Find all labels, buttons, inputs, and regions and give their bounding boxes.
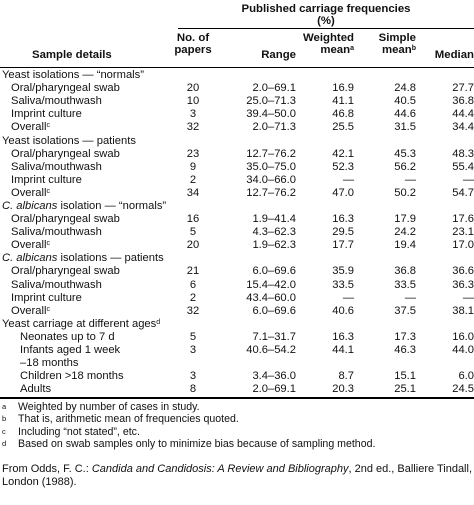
- median-cell: 16.0: [452, 330, 474, 343]
- range-cell: [214, 357, 296, 370]
- table-row: [0, 305, 474, 318]
- section-row: [0, 318, 474, 331]
- weighted-mean-cell: —: [342, 291, 354, 304]
- sample-label: –18 months: [20, 357, 79, 370]
- median-cell: 55.4: [452, 160, 474, 173]
- median-cell: —: [462, 291, 474, 304]
- sample-label: Neonates up to 7 d: [20, 330, 115, 343]
- weighted-mean-cell: 16.3: [332, 213, 354, 226]
- simple-mean-cell: 45.3: [394, 147, 416, 160]
- sample-label: Yeast isolations — “normals”: [2, 69, 144, 82]
- range-cell: 1.9–41.4: [252, 213, 296, 226]
- table-body: [0, 69, 474, 396]
- papers-cell: [172, 200, 214, 213]
- table-row: [0, 108, 474, 121]
- footnote: d Based on swab samples only to minimize bias because of sampling method.: [2, 437, 376, 450]
- footnote: c Including “not stated”, etc.: [2, 425, 140, 438]
- papers-cell: 3: [189, 344, 197, 357]
- median-cell: 48.3: [452, 147, 474, 160]
- table-row: [0, 226, 474, 239]
- table-row: [0, 370, 474, 383]
- median-cell: 17.6: [452, 213, 474, 226]
- weighted-mean-cell: 20.3: [332, 383, 354, 396]
- weighted-mean-cell: [296, 357, 354, 370]
- header-sample-details: Sample details: [32, 49, 112, 61]
- range-cell: [214, 134, 296, 147]
- weighted-mean-cell: 41.1: [332, 95, 354, 108]
- table-row: [0, 265, 474, 278]
- range-cell: 40.6–54.2: [246, 344, 296, 357]
- weighted-mean-cell: [296, 134, 354, 147]
- header-papers: No. of papers: [174, 32, 212, 56]
- range-cell: 12.7–76.2: [246, 147, 296, 160]
- simple-mean-cell: [354, 318, 416, 331]
- table-row: [0, 279, 474, 292]
- median-cell: 34.4: [452, 121, 474, 134]
- table-row: [0, 187, 474, 200]
- papers-cell: 32: [186, 304, 200, 317]
- header-simple-mean: Simple mean$^b$: [378, 32, 416, 56]
- papers-cell: 5: [189, 330, 197, 343]
- median-cell: [416, 252, 474, 265]
- median-cell: 27.7: [452, 82, 474, 95]
- footnote: b That is, arithmetic mean of frequencies quoted.: [2, 413, 239, 426]
- weighted-mean-cell: 16.9: [332, 82, 354, 95]
- range-cell: [214, 318, 296, 331]
- papers-cell: 3: [189, 370, 197, 383]
- range-cell: 7.1–31.7: [252, 330, 296, 343]
- table-row: [0, 95, 474, 108]
- simple-mean-cell: 17.3: [394, 330, 416, 343]
- simple-mean-cell: 19.4: [394, 239, 416, 252]
- papers-cell: [172, 252, 214, 265]
- section-row: [0, 200, 474, 213]
- simple-mean-cell: —: [404, 173, 416, 186]
- papers-cell: 32: [186, 121, 200, 134]
- range-cell: [214, 69, 296, 82]
- range-cell: 2.0–71.3: [252, 121, 296, 134]
- simple-mean-cell: 56.2: [394, 160, 416, 173]
- sample-label: Saliva/mouthwash: [11, 278, 102, 291]
- papers-cell: [172, 318, 214, 331]
- sample-label: Yeast carriage at different ages$^d$: [2, 317, 161, 330]
- papers-cell: [172, 134, 214, 147]
- range-cell: [214, 200, 296, 213]
- table-row: [0, 174, 474, 187]
- papers-cell: 23: [186, 147, 200, 160]
- papers-cell: 6: [189, 278, 197, 291]
- header-range: Range: [261, 49, 296, 61]
- weighted-mean-cell: 29.5: [332, 226, 354, 239]
- simple-mean-cell: 40.5: [394, 95, 416, 108]
- simple-mean-cell: [354, 252, 416, 265]
- median-cell: 6.0: [458, 370, 474, 383]
- weighted-mean-cell: [296, 69, 354, 82]
- header-weighted-mean: Weighted mean$^a$: [302, 32, 354, 56]
- range-cell: 39.4–50.0: [246, 108, 296, 121]
- simple-mean-cell: 24.2: [394, 226, 416, 239]
- simple-mean-cell: 33.5: [394, 278, 416, 291]
- range-cell: 2.0–69.1: [252, 82, 296, 95]
- median-cell: 36.8: [452, 95, 474, 108]
- papers-cell: 9: [189, 160, 197, 173]
- section-row: [0, 134, 474, 147]
- weighted-mean-cell: 17.7: [332, 239, 354, 252]
- weighted-mean-cell: [296, 252, 354, 265]
- range-cell: [214, 252, 296, 265]
- papers-cell: 20: [186, 82, 200, 95]
- header-bottom-rule: [0, 67, 474, 68]
- simple-mean-cell: 44.6: [394, 108, 416, 121]
- source-citation: From Odds, F. C.: Candida and Candidosis: A Review and Bibliography, 2nd ed., Balliere Tindall, London (1988).: [2, 463, 473, 488]
- table-row: [0, 239, 474, 252]
- simple-mean-cell: [354, 134, 416, 147]
- median-cell: 17.0: [452, 239, 474, 252]
- median-cell: 36.3: [452, 278, 474, 291]
- sample-label: C. albicans isolation — “normals”: [2, 199, 167, 212]
- range-cell: 25.0–71.3: [246, 95, 296, 108]
- simple-mean-cell: 25.1: [394, 383, 416, 396]
- weighted-mean-cell: 52.3: [332, 160, 354, 173]
- papers-cell: [172, 357, 214, 370]
- papers-cell: 8: [189, 383, 197, 396]
- simple-mean-cell: [354, 357, 416, 370]
- simple-mean-cell: 37.5: [394, 304, 416, 317]
- simple-mean-cell: —: [404, 291, 416, 304]
- range-cell: 15.4–42.0: [246, 278, 296, 291]
- simple-mean-cell: 17.9: [394, 213, 416, 226]
- simple-mean-cell: 15.1: [394, 370, 416, 383]
- median-cell: 54.7: [452, 186, 474, 199]
- papers-cell: 3: [189, 108, 197, 121]
- range-cell: 6.0–69.6: [252, 265, 296, 278]
- papers-cell: 2: [189, 173, 197, 186]
- weighted-mean-cell: 25.5: [332, 121, 354, 134]
- simple-mean-cell: 36.8: [394, 265, 416, 278]
- weighted-mean-cell: 33.5: [332, 278, 354, 291]
- sample-label: Saliva/mouthwash: [11, 226, 102, 239]
- simple-mean-cell: 31.5: [394, 121, 416, 134]
- sample-label: Overall$^c$: [11, 239, 50, 252]
- sample-label: Saliva/mouthwash: [11, 95, 102, 108]
- median-cell: [416, 318, 474, 331]
- footnote: a Weighted by number of cases in study.: [2, 401, 200, 413]
- weighted-mean-cell: 8.7: [338, 370, 354, 383]
- papers-cell: 5: [189, 226, 197, 239]
- papers-cell: 34: [186, 186, 200, 199]
- papers-cell: 10: [186, 95, 200, 108]
- table-row: [0, 331, 474, 344]
- table-row: [0, 161, 474, 174]
- weighted-mean-cell: 35.9: [332, 265, 354, 278]
- sample-label: Overall$^c$: [11, 186, 50, 199]
- median-cell: 38.1: [452, 304, 474, 317]
- sample-label: Yeast isolations — patients: [2, 134, 136, 147]
- simple-mean-cell: 46.3: [394, 344, 416, 357]
- sample-label: Adults: [20, 383, 52, 396]
- weighted-mean-cell: 16.3: [332, 330, 354, 343]
- sample-label: Overall$^c$: [11, 304, 50, 317]
- sample-label: Oral/pharyngeal swab: [11, 147, 120, 160]
- median-cell: [416, 200, 474, 213]
- range-cell: 1.9–62.3: [252, 239, 296, 252]
- table-bottom-rule: [0, 397, 474, 399]
- weighted-mean-cell: —: [342, 173, 354, 186]
- median-cell: [416, 69, 474, 82]
- papers-cell: 21: [186, 265, 200, 278]
- sample-label: Oral/pharyngeal swab: [11, 213, 120, 226]
- median-cell: 36.6: [452, 265, 474, 278]
- header-group-title: Published carriage frequencies (%): [241, 3, 411, 27]
- weighted-mean-cell: 46.8: [332, 108, 354, 121]
- simple-mean-cell: 50.2: [394, 186, 416, 199]
- median-cell: 44.4: [452, 108, 474, 121]
- table-row: [0, 292, 474, 305]
- footnotes: [2, 401, 375, 450]
- median-cell: —: [462, 173, 474, 186]
- sample-label: Oral/pharyngeal swab: [11, 265, 120, 278]
- median-cell: 24.5: [452, 383, 474, 396]
- range-cell: 35.0–75.0: [246, 160, 296, 173]
- papers-cell: 16: [186, 213, 200, 226]
- papers-cell: 2: [189, 291, 197, 304]
- median-cell: 23.1: [452, 226, 474, 239]
- weighted-mean-cell: [296, 200, 354, 213]
- table-row: [0, 213, 474, 226]
- weighted-mean-cell: 40.6: [332, 304, 354, 317]
- range-cell: 3.4–36.0: [252, 370, 296, 383]
- median-cell: [416, 134, 474, 147]
- weighted-mean-cell: 44.1: [332, 344, 354, 357]
- simple-mean-cell: [354, 200, 416, 213]
- section-row: [0, 69, 474, 82]
- section-row: [0, 252, 474, 265]
- sample-label: Overall$^c$: [11, 121, 50, 134]
- table-row: [0, 82, 474, 95]
- table-row: [0, 148, 474, 161]
- sample-label: Oral/pharyngeal swab: [11, 82, 120, 95]
- simple-mean-cell: [354, 69, 416, 82]
- sample-label: C. albicans isolations — patients: [2, 252, 164, 265]
- table-row: [0, 121, 474, 134]
- sample-label: Children >18 months: [20, 370, 124, 383]
- simple-mean-cell: 24.8: [394, 82, 416, 95]
- header-subrule: [178, 28, 474, 29]
- weighted-mean-cell: [296, 318, 354, 331]
- sample-label: Imprint culture: [11, 291, 82, 304]
- weighted-mean-cell: 47.0: [332, 186, 354, 199]
- papers-cell: [172, 69, 214, 82]
- range-cell: 12.7–76.2: [246, 186, 296, 199]
- sample-label: Imprint culture: [11, 108, 82, 121]
- weighted-mean-cell: 42.1: [332, 147, 354, 160]
- median-cell: 44.0: [452, 344, 474, 357]
- table-row: [0, 383, 474, 396]
- range-cell: 4.3–62.3: [252, 226, 296, 239]
- data-table: [0, 69, 474, 396]
- range-cell: 2.0–69.1: [252, 383, 296, 396]
- sample-label: Infants aged 1 week: [20, 344, 121, 357]
- median-cell: [416, 357, 474, 370]
- papers-cell: 20: [186, 239, 200, 252]
- range-cell: 43.4–60.0: [246, 291, 296, 304]
- range-cell: 34.0–66.0: [246, 173, 296, 186]
- header-median: Median: [434, 49, 474, 61]
- table-row: [0, 344, 474, 357]
- sample-label: Imprint culture: [11, 173, 82, 186]
- range-cell: 6.0–69.6: [252, 304, 296, 317]
- table-row: [0, 357, 474, 370]
- sample-label: Saliva/mouthwash: [11, 160, 102, 173]
